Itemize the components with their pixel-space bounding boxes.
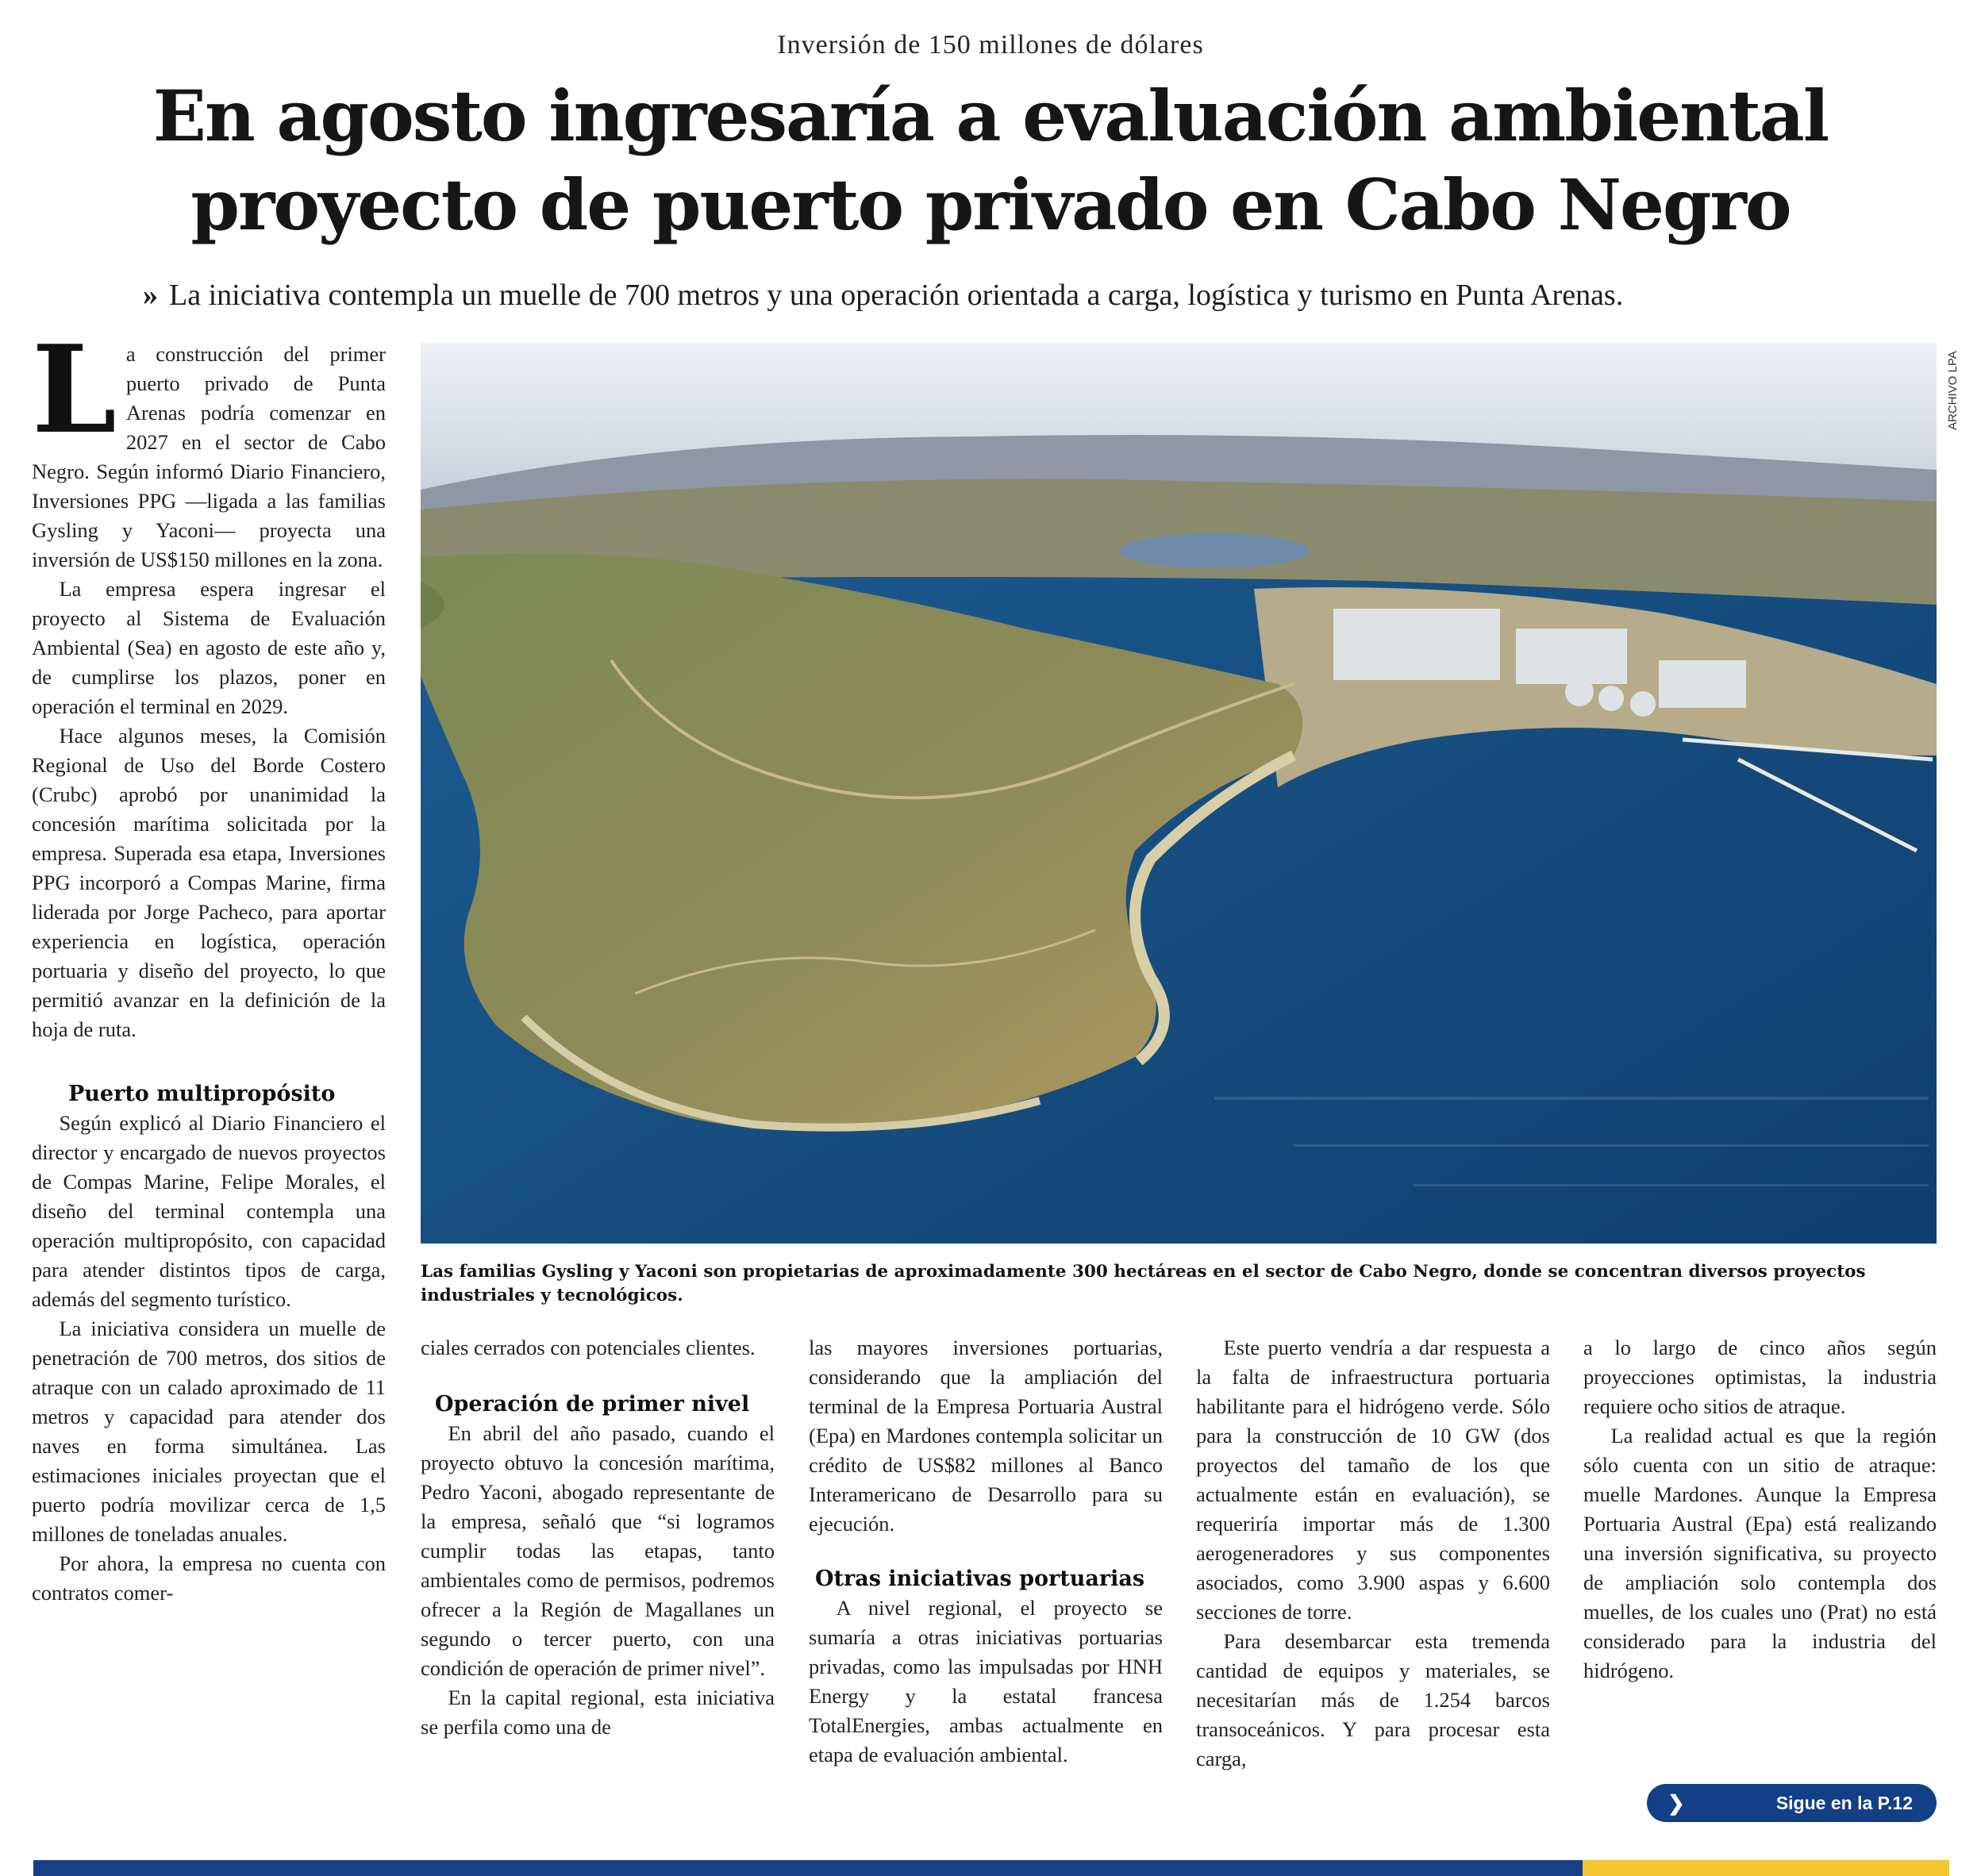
article-column-3	[809, 1333, 1163, 1770]
double-chevron-icon: »	[143, 279, 158, 312]
paragraph: Según explicó al Diario Financiero el director y encargado de nuevos proyectos de Compas Marine, Felipe Morales, el diseño del terminal contempla una operación multipropósito, con capacidad para atender distintos tipos de carga, además del segmento turístico.	[32, 1111, 386, 1311]
drop-cap: L	[32, 318, 117, 460]
section-heading: Otras iniciativas portuarias	[815, 1567, 1145, 1591]
paragraph: Este puerto vendría a dar respuesta a la falta de infraestructura portuaria habilitante para el hidrógeno verde. Sólo para la construcción de 10 GW (dos proyectos del tamaño de los que actualmente están en evaluación), se requeriría importar más de 1.300 aerogeneradores y sus componentes asociados, como 3.900 aspas y 6.600 secciones de torre.	[1196, 1336, 1550, 1624]
paragraph: las mayores inversiones portuarias, considerando que la ampliación del terminal de la Empresa Portuaria Austral (Epa) en Mardones contempla solicitar un crédito de US$82 millones al Banco Interamericano de Desarrollo para su ejecución.	[809, 1336, 1163, 1536]
paragraph: a lo largo de cinco años según proyecciones optimistas, la industria requiere ocho sitios de atraque.	[1583, 1336, 1937, 1418]
paragraph: ciales cerrados con potenciales clientes.	[421, 1336, 756, 1359]
continue-on-page-button[interactable]	[1647, 1784, 1937, 1822]
aerial-photo	[421, 343, 1937, 1244]
subhead	[143, 278, 1960, 313]
article-column-5	[1583, 1333, 1937, 1686]
paragraph: En abril del año pasado, cuando el proyecto obtuvo la concesión marítima, Pedro Yaconi, abogado representante de la empresa, señaló que “si logramos cumplir todas las etapas, tanto ambientales como de permisos, podremos ofrecer a la Región de Magallanes un segundo o tercer puerto, con una condición de operación de primer nivel”.	[421, 1421, 775, 1680]
article-column-4	[1196, 1333, 1550, 1774]
headline-line-2: proyecto de puerto privado en Cabo Negro	[190, 163, 1791, 246]
paragraph: La realidad actual es que la región sólo cuenta con un sitio de atraque: muelle Mardones. Aunque la Empresa Portuaria Austral (Epa) está realizando una inversión significativa, su proyecto de ampliación solo contempla dos muelles, de los cuales uno (Prat) no está considerado para la industria del hidrógeno.	[1583, 1424, 1937, 1682]
photo-credit: ARCHIVO LPA	[1946, 351, 1960, 430]
aerial-photo-illustration	[421, 343, 1937, 1244]
paragraph: La iniciativa considera un muelle de penetración de 700 metros, dos sitios de atraque con un calado aproximado de 11 metros y capacidad para atender dos naves en forma simultánea. Las estimaciones iniciales proyectan que el puerto podría movilizar cerca de 1,5 millones de toneladas anuales.	[32, 1317, 386, 1546]
footer-bar-blue	[33, 1860, 1583, 1876]
paragraph: A nivel regional, el proyecto se sumaría a otras iniciativas portuarias privadas, como las impulsadas por HNH Energy y la estatal francesa TotalEnergies, ambas actualmente en etapa de evaluación ambiental.	[809, 1596, 1163, 1766]
photo-caption: Las familias Gysling y Yaconi son propietarias de aproximadamente 300 hectáreas en el sector de Cabo Negro, donde se concentran diversos proyectos industriales y tecnológicos.	[421, 1262, 1866, 1305]
footer-bar-yellow	[1583, 1860, 1949, 1876]
footer-color-bar	[33, 1860, 1949, 1876]
headline	[0, 71, 1981, 249]
section-heading: Puerto multipropósito	[68, 1082, 336, 1106]
article-column-2	[421, 1333, 775, 1742]
kicker: Inversión de 150 millones de dólares	[777, 30, 1204, 60]
paragraph: En la capital regional, esta iniciativa se perfila como una de	[421, 1686, 775, 1739]
paragraph: Hace algunos meses, la Comisión Regional de Uso del Borde Costero (Crubc) aprobó por unanimidad la concesión marítima solicitada por la empresa. Superada esa etapa, Inversiones PPG incorporó a Compas Marine, firma liderada por Jorge Pacheco, para aportar experiencia en logística, operación portuaria y diseño del proyecto, lo que permitió avanzar en la definición de la hoja de ruta.	[32, 724, 386, 1041]
paragraph: Por ahora, la empresa no cuenta con contratos comer-	[32, 1551, 386, 1605]
article-column-1	[32, 318, 386, 1608]
chevron-right-icon: ❯	[1668, 1791, 1685, 1815]
paragraph: La empresa espera ingresar el proyecto al Sistema de Evaluación Ambiental (Sea) en agosto de este año y, de cumplirse los plazos, poner en operación el terminal en 2029.	[32, 577, 386, 718]
subhead-text: La iniciativa contempla un muelle de 700 metros y una operación orientada a carga, logística y turismo en Punta Arenas.	[169, 279, 1624, 312]
paragraph: Para desembarcar esta tremenda cantidad de equipos y materiales, se necesitarían más de 1.254 barcos transoceánicos. Y para procesar esta carga,	[1196, 1629, 1550, 1770]
continue-label: Sigue en la P.12	[1775, 1793, 1913, 1813]
paragraph: a construcción del primer puerto privado de Punta Arenas podría comenzar en 2027 en el sector de Cabo Negro. Según informó Diario Financiero, Inversiones PPG —ligada a las familias Gysling y Yaconi— proyecta una inversión de US$150 millones en la zona.	[32, 342, 386, 571]
headline-line-1: En agosto ingresaría a evaluación ambiental	[152, 75, 1829, 157]
section-heading: Operación de primer nivel	[435, 1392, 750, 1417]
